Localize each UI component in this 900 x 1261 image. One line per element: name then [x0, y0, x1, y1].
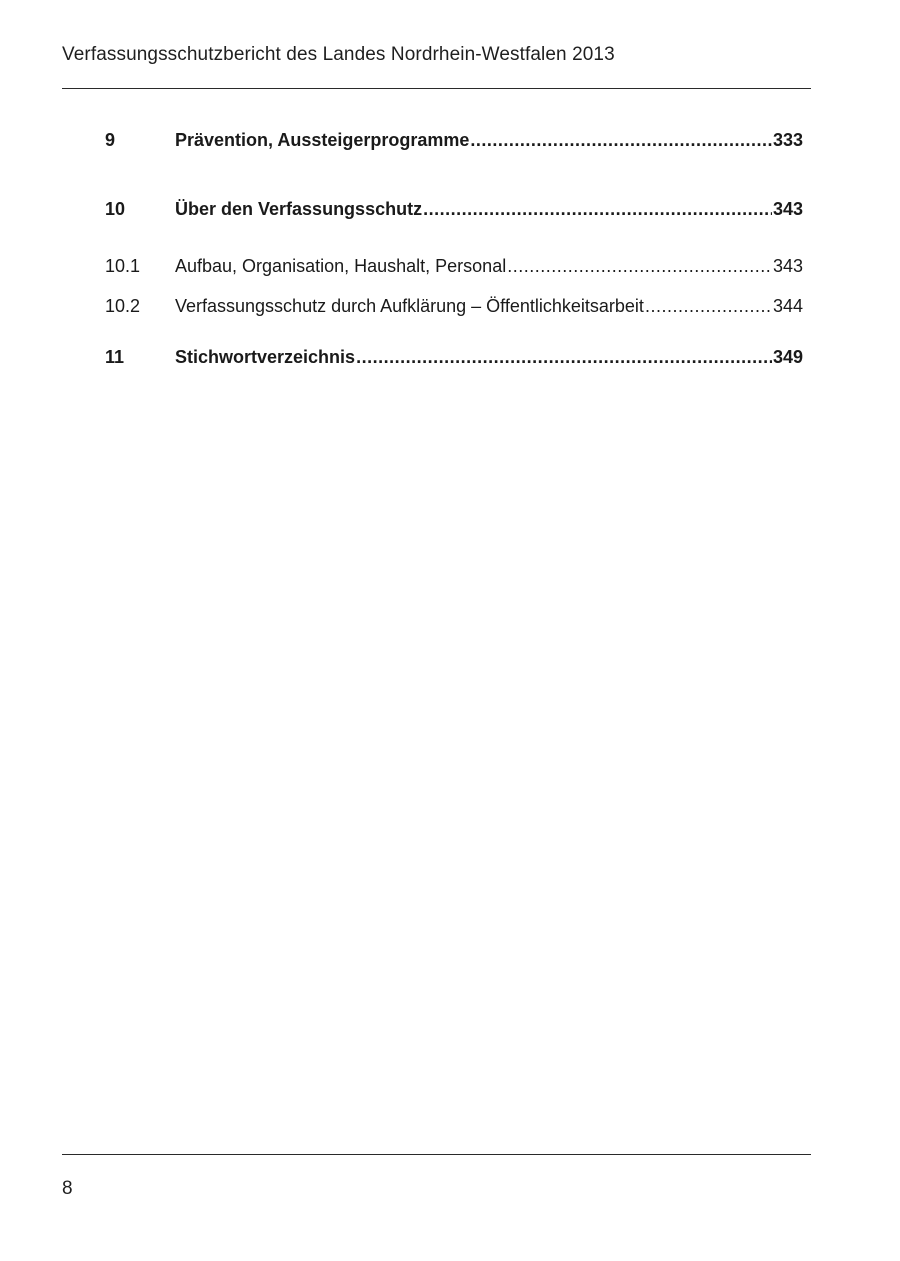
toc-entry-page: 343: [772, 199, 803, 219]
toc-dot-leader: [470, 128, 772, 152]
toc-dot-leader: [645, 294, 772, 318]
toc-entry-9[interactable]: [105, 128, 803, 152]
page-number: 8: [62, 1178, 73, 1199]
header-divider: [62, 88, 811, 89]
toc-entry-title: Prävention, Aussteigerprogramme: [175, 130, 470, 150]
toc-entry-title: Verfassungsschutz durch Aufklärung – Öffentlichkeitsarbeit: [175, 296, 644, 316]
toc-entry-10[interactable]: [105, 197, 803, 221]
toc-entry-title: Stichwortverzeichnis: [175, 347, 356, 367]
toc-entry-title: Aufbau, Organisation, Haushalt, Personal: [175, 256, 507, 276]
toc-dot-leader: [356, 345, 772, 369]
toc-entry-number: 10: [105, 199, 126, 219]
footer-divider: [62, 1154, 811, 1155]
toc-entry-page: 333: [772, 130, 803, 150]
toc-entry-number: 10.2: [105, 296, 141, 316]
toc-entry-title: Über den Verfassungsschutz: [175, 199, 423, 219]
page-header-title: Verfassungsschutzbericht des Landes Nordrhein-Westfalen 2013: [62, 44, 615, 65]
toc-entry-page: 344: [772, 296, 803, 316]
toc-entry-number: 10.1: [105, 256, 141, 276]
toc-entry-page: 349: [772, 347, 803, 367]
toc-entry-10-2[interactable]: [105, 294, 803, 318]
toc-entry-11[interactable]: [105, 345, 803, 369]
toc-entry-number: 11: [105, 347, 125, 367]
toc-entry-page: 343: [772, 256, 803, 276]
toc-entry-10-1[interactable]: [105, 254, 803, 278]
toc-dot-leader: [423, 197, 772, 221]
toc-entry-number: 9: [105, 130, 116, 150]
toc-dot-leader: [507, 254, 772, 278]
